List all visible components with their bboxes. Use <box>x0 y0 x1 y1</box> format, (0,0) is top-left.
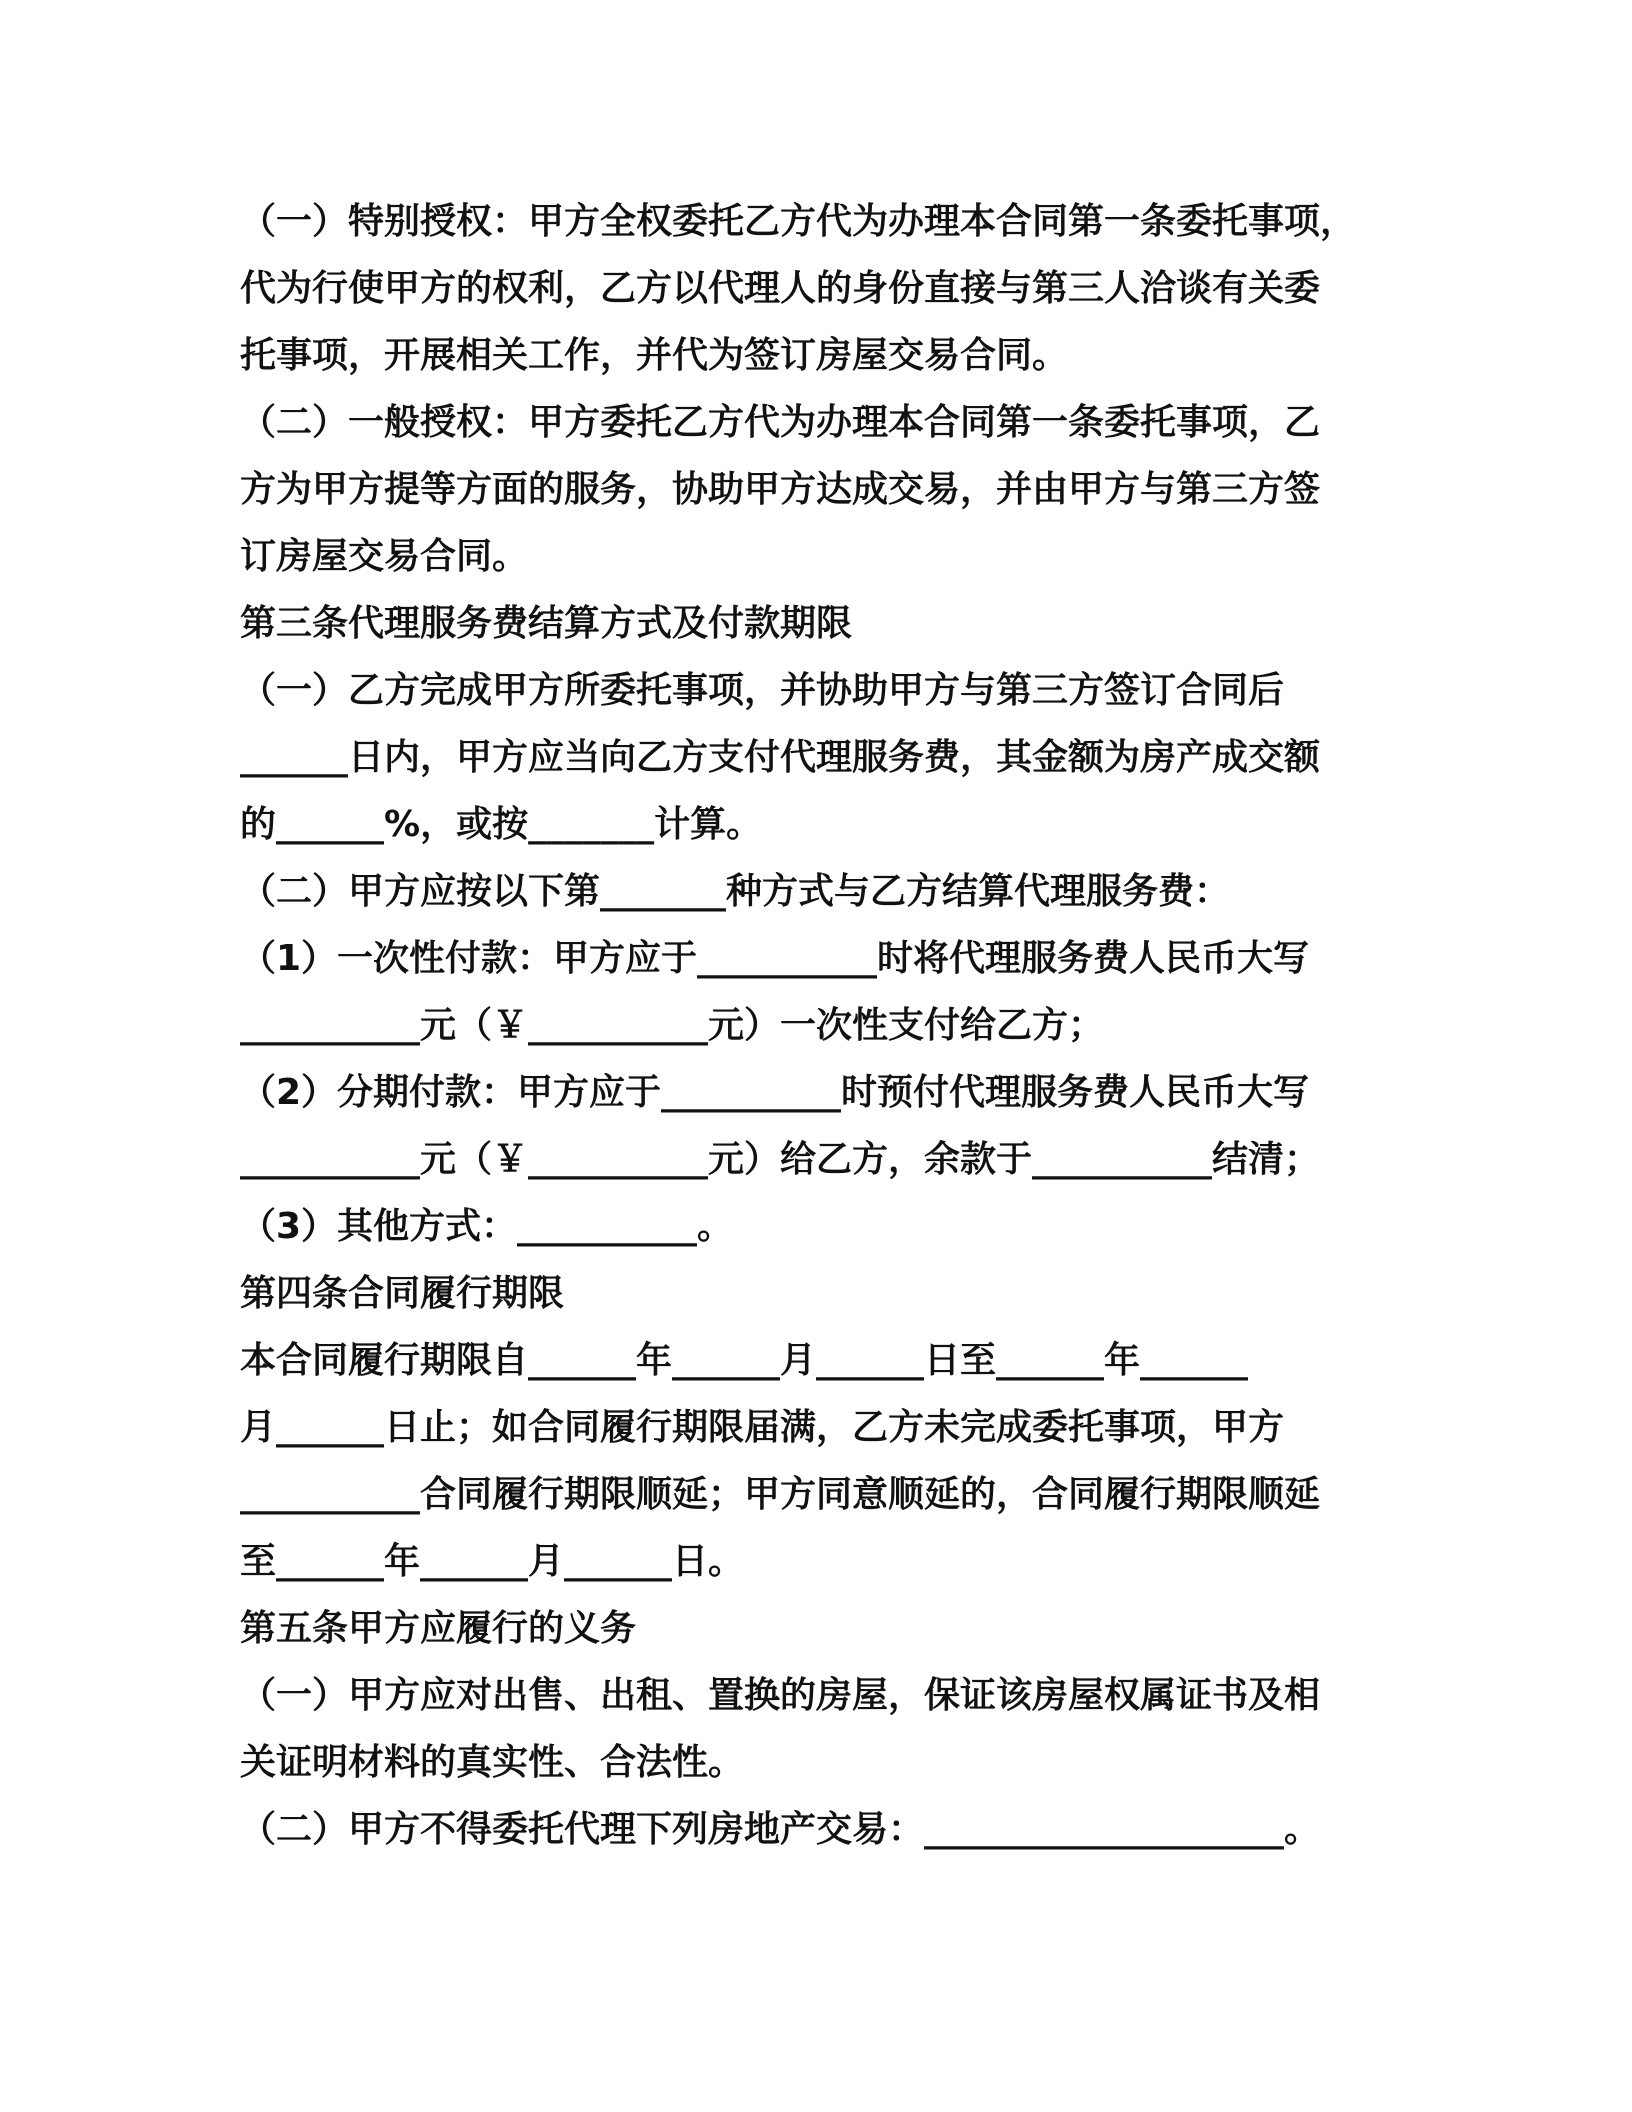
text-line: 托事项，开展相关工作，并代为签订房屋交易合同。 <box>240 335 1069 376</box>
text-line: 代为行使甲方的权利，乙方以代理人的身份直接与第三人洽谈有关委 <box>240 268 1321 309</box>
text-line: （一）甲方应对出售、出租、置换的房屋，保证该房屋权属证书及相 <box>240 1675 1321 1716</box>
text-line: （1）一次性付款：甲方应于__________时将代理服务费人民币大写 <box>240 938 1310 979</box>
text-line: （二）甲方不得委托代理下列房地产交易：____________________。 <box>240 1809 1321 1850</box>
text-line: （一）乙方完成甲方所委托事项，并协助甲方与第三方签订合同后 <box>240 670 1285 711</box>
section-heading: 第三条代理服务费结算方式及付款期限 <box>240 603 853 644</box>
text-line: __________元（￥__________元）给乙方，余款于__________结清； <box>240 1139 1321 1180</box>
text-line: （3）其他方式：__________。 <box>240 1206 734 1247</box>
section-heading: 第四条合同履行期限 <box>240 1273 565 1314</box>
text-line: 方为甲方提等方面的服务，协助甲方达成交易，并由甲方与第三方签 <box>240 469 1321 510</box>
text-line: 月______日止；如合同履行期限届满，乙方未完成委托事项，甲方 <box>240 1407 1285 1448</box>
text-line: ______日内，甲方应当向乙方支付代理服务费，其金额为房产成交额 <box>240 737 1321 778</box>
text-line: （二）甲方应按以下第_______种方式与乙方结算代理服务费： <box>240 871 1231 912</box>
document-body <box>240 188 1390 1863</box>
text-line: （一）特别授权：甲方全权委托乙方代为办理本合同第一条委托事项， <box>240 201 1357 242</box>
text-line: 订房屋交易合同。 <box>240 536 529 577</box>
text-line: （二）一般授权：甲方委托乙方代为办理本合同第一条委托事项，乙 <box>240 402 1321 443</box>
text-line: 至______年______月______日。 <box>240 1541 745 1582</box>
text-line: 的______%，或按_______计算。 <box>240 804 763 845</box>
text-line: 本合同履行期限自______年______月______日至______年______ <box>240 1340 1249 1381</box>
text-line: （2）分期付款：甲方应于__________时预付代理服务费人民币大写 <box>240 1072 1310 1113</box>
text-line: __________合同履行期限顺延；甲方同意顺延的，合同履行期限顺延 <box>240 1474 1321 1515</box>
text-line: __________元（￥__________元）一次性支付给乙方； <box>240 1005 1105 1046</box>
section-heading: 第五条甲方应履行的义务 <box>240 1608 637 1649</box>
text-line: 关证明材料的真实性、合法性。 <box>240 1742 745 1783</box>
